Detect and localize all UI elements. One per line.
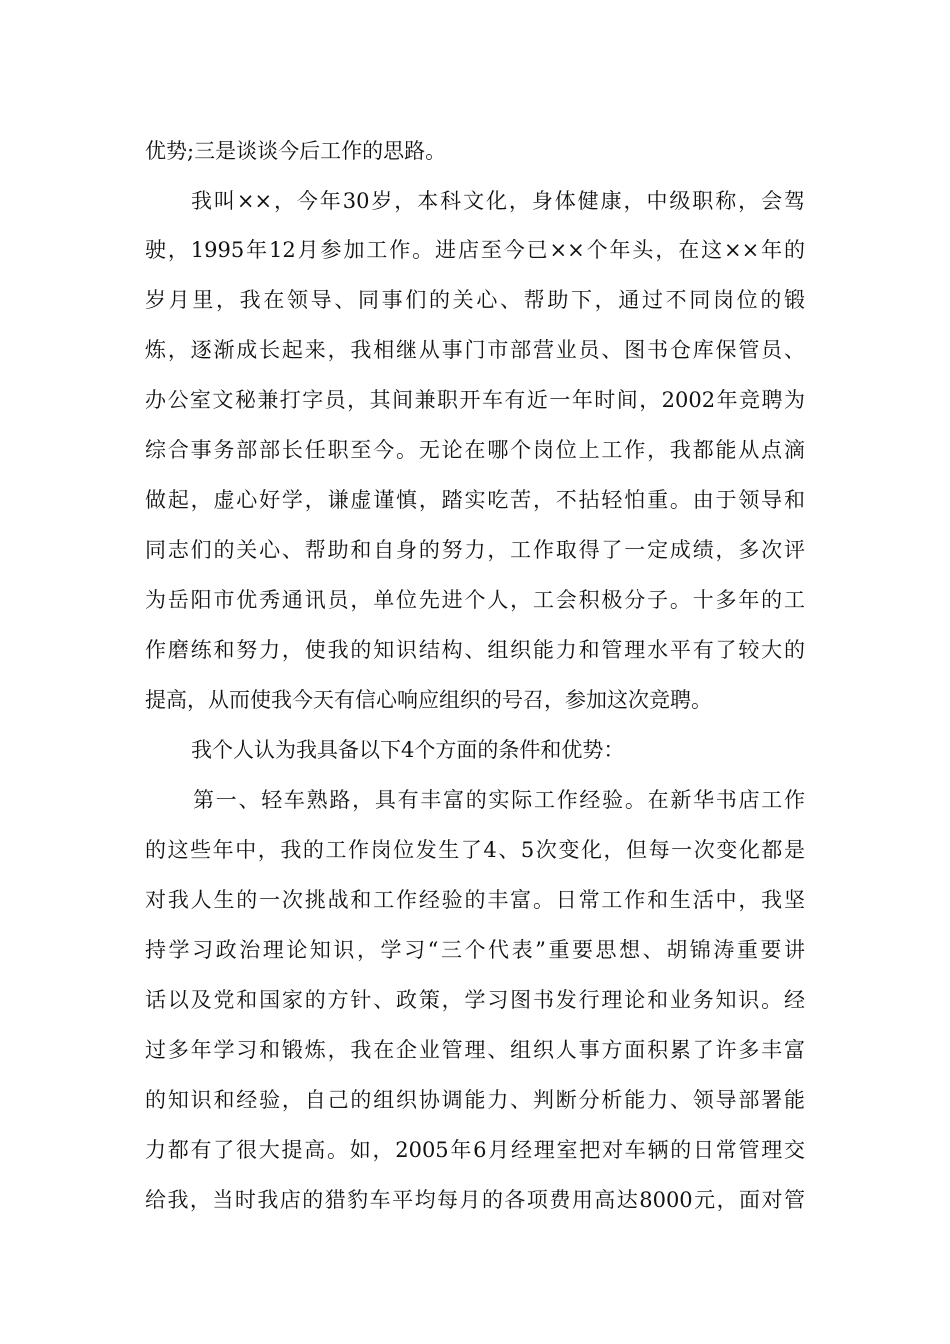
text-line: 第一、轻车熟路，具有丰富的实际工作经验。在新华书店工作 bbox=[193, 788, 805, 812]
text-line: 优势;三是谈谈今后工作的思路。 bbox=[145, 139, 447, 163]
text-line: 对我人生的一次挑战和工作经验的丰富。日常工作和生活中，我坚 bbox=[145, 888, 805, 912]
text-line: 我叫××，今年30岁，本科文化，身体健康，中级职称，会驾 bbox=[191, 189, 805, 213]
text-line: 的知识和经验，自己的组织协调能力、判断分析能力、领导部署能 bbox=[145, 1088, 805, 1112]
text-line: 办公室文秘兼打字员，其间兼职开车有近一年时间，2002年竞聘为 bbox=[145, 388, 805, 412]
text-line: 的这些年中，我的工作岗位发生了4、5次变化，但每一次变化都是 bbox=[145, 838, 805, 862]
text-line: 过多年学习和锻炼，我在企业管理、组织人事方面积累了许多丰富 bbox=[145, 1038, 805, 1062]
text-line: 给我，当时我店的猎豹车平均每月的各项费用高达8000元，面对管 bbox=[145, 1188, 805, 1212]
text-line: 力都有了很大提高。如，2005年6月经理室把对车辆的日常管理交 bbox=[145, 1138, 805, 1162]
text-line: 岁月里，我在领导、同事们的关心、帮助下，通过不同岗位的锻 bbox=[145, 288, 805, 312]
text-line: 综合事务部部长任职至今。无论在哪个岗位上工作，我都能从点滴 bbox=[145, 438, 805, 462]
text-line: 同志们的关心、帮助和自身的努力，工作取得了一定成绩，多次评 bbox=[145, 538, 805, 562]
text-line: 炼，逐渐成长起来，我相继从事门市部营业员、图书仓库保管员、 bbox=[145, 338, 805, 362]
text-line: 做起，虚心好学，谦虚谨慎，踏实吃苦，不拈轻怕重。由于领导和 bbox=[145, 488, 805, 512]
text-line: 我个人认为我具备以下4个方面的条件和优势： bbox=[191, 738, 625, 762]
text-line: 话以及党和国家的方针、政策，学习图书发行理论和业务知识。经 bbox=[145, 988, 805, 1012]
text-line: 提高，从而使我今天有信心响应组织的号召，参加这次竞聘。 bbox=[145, 688, 712, 712]
text-line: 为岳阳市优秀通讯员，单位先进个人，工会积极分子。十多年的工 bbox=[145, 588, 805, 612]
text-line: 驶，1995年12月参加工作。进店至今已××个年头，在这××年的 bbox=[145, 238, 805, 262]
text-line: 作磨练和努力，使我的知识结构、组织能力和管理水平有了较大的 bbox=[145, 638, 805, 662]
text-line: 持学习政治理论知识，学习“三个代表”重要思想、胡锦涛重要讲 bbox=[145, 938, 805, 962]
